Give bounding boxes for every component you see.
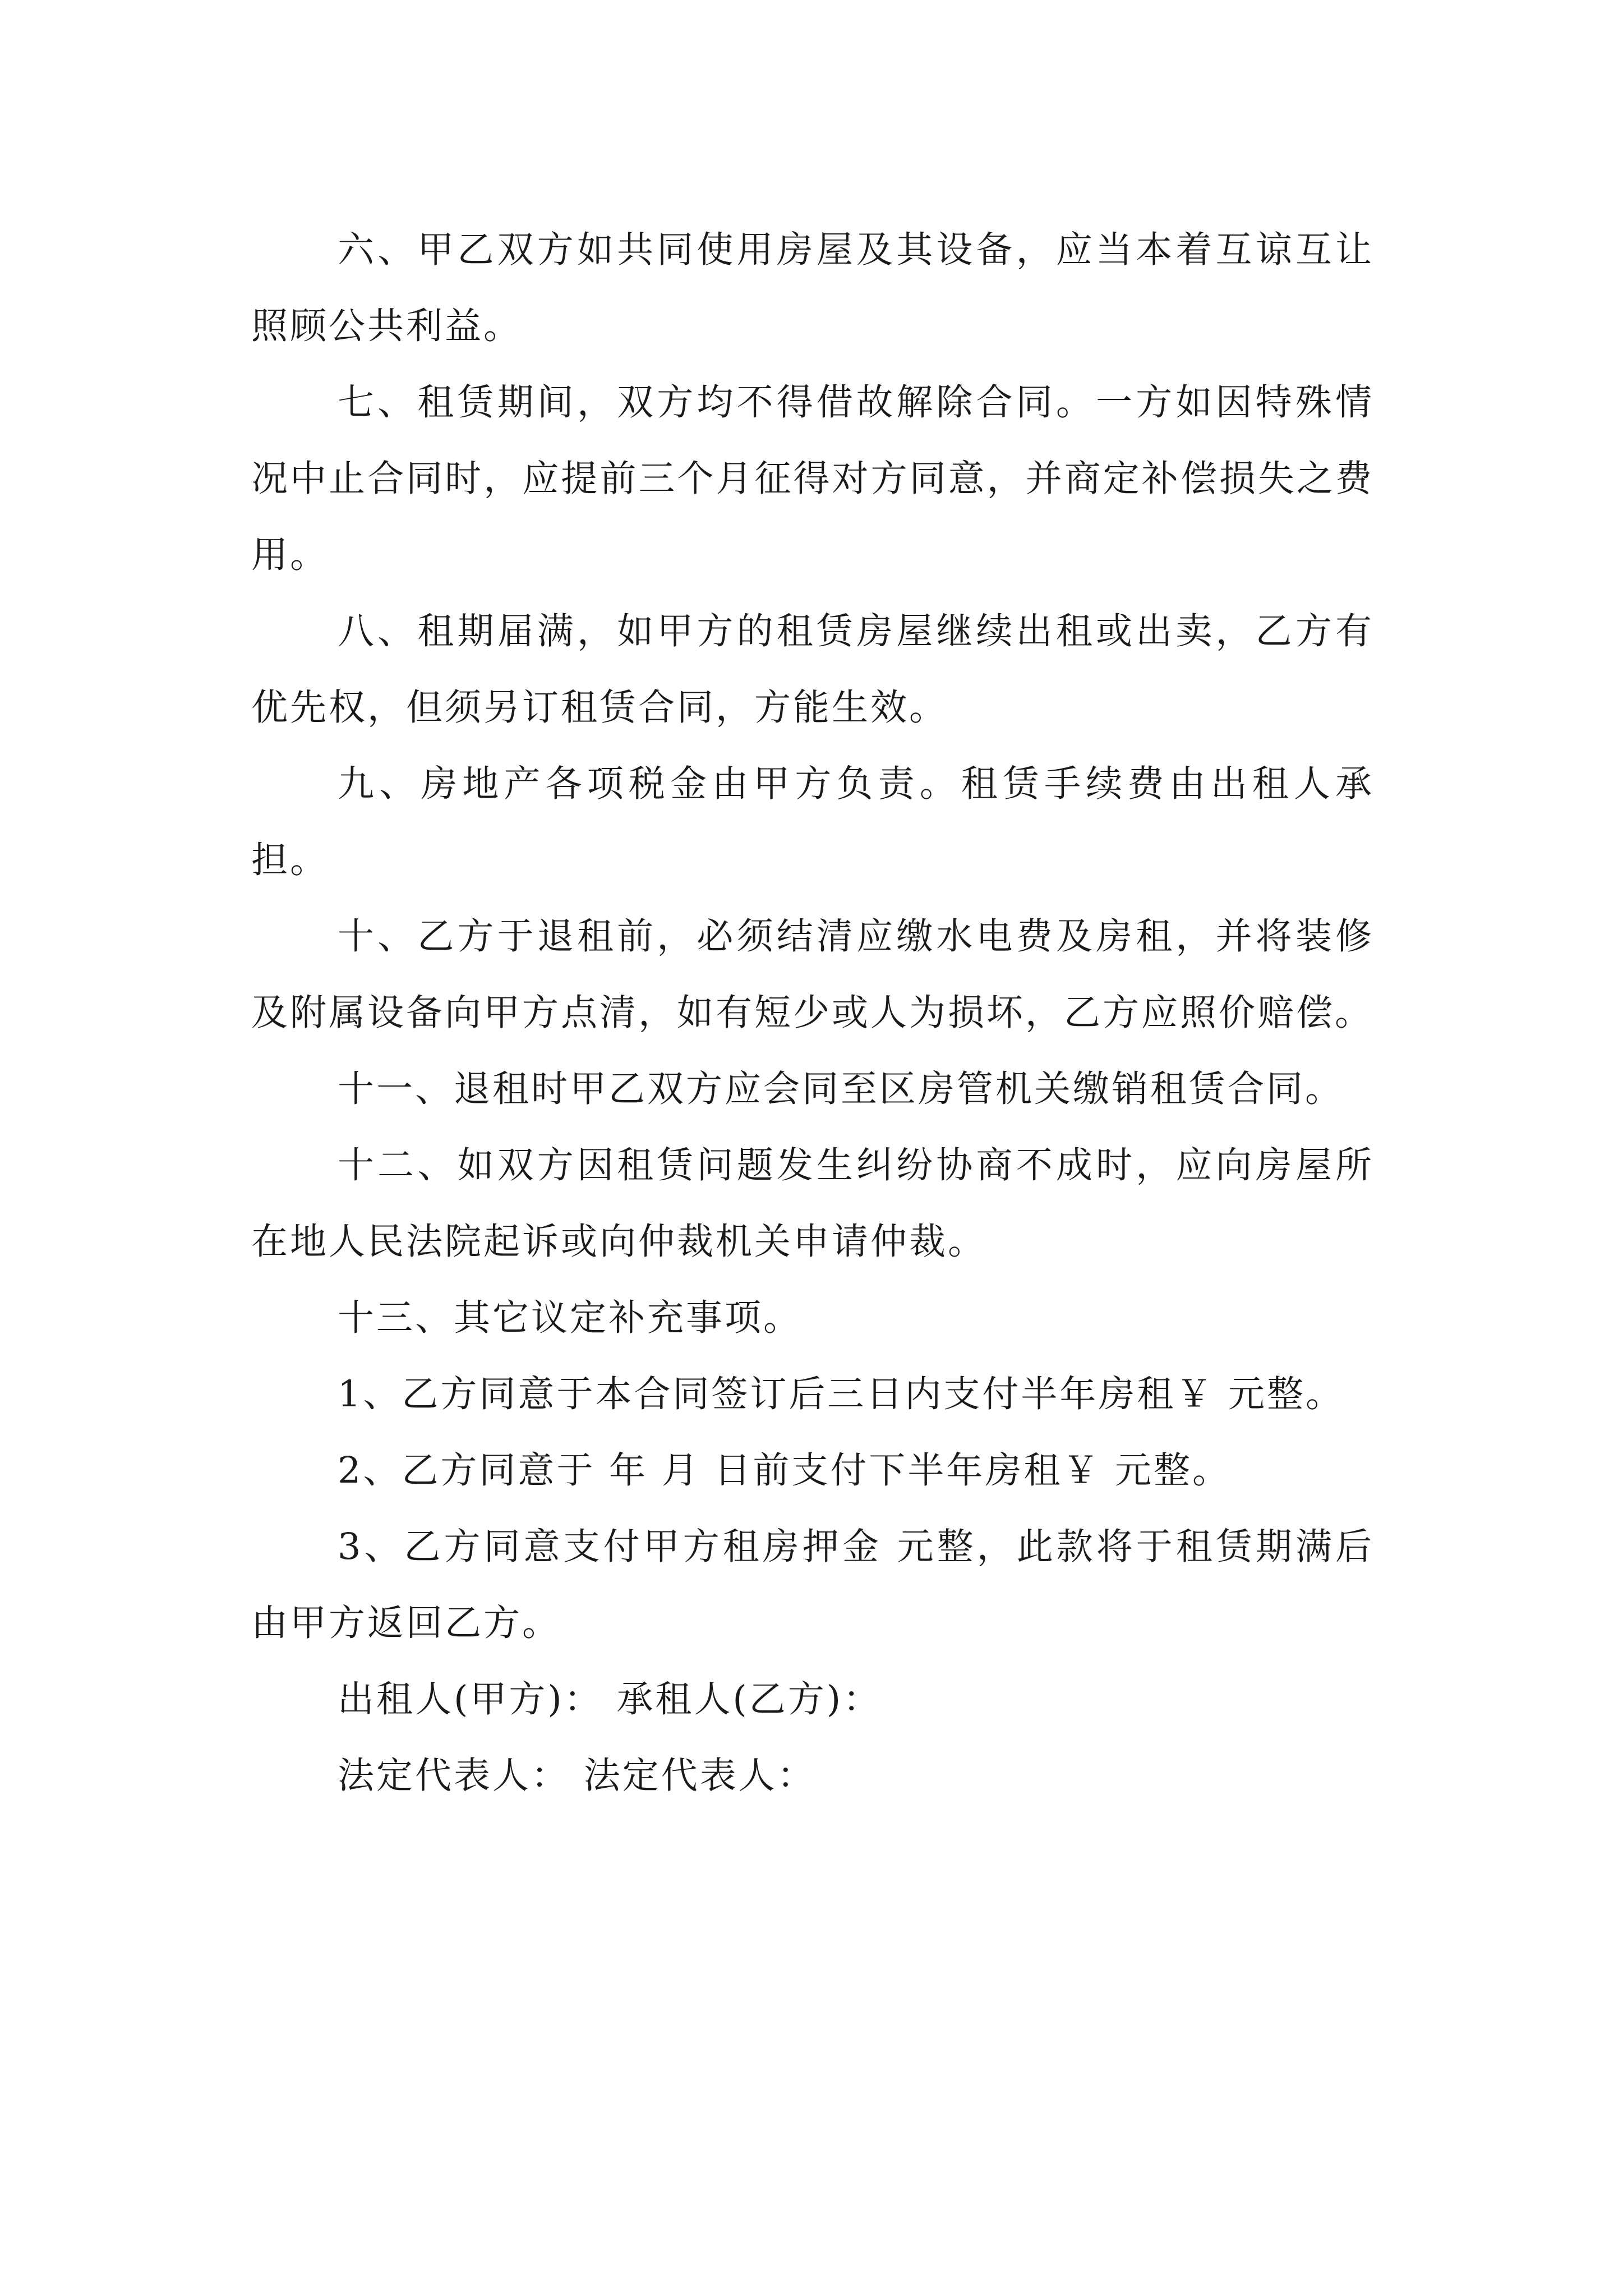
signature-party-line [251,1662,1374,1738]
clause-13: 十三、其它议定补充事项。 [338,1297,803,1339]
clause-11: 十一、退租时甲乙双方应会同至区房管机关缴销租赁合同。 [338,1068,1344,1110]
lessor-representative-label: 法定代表人： [338,1755,570,1797]
contract-body [251,212,1374,1814]
supplement-item-2: 2、乙方同意于 年 月 日前支付下半年房租￥ 元整。 [338,1450,1232,1492]
lessor-label: 出租人(甲方)： [338,1678,603,1720]
clause-9: 九、房地产各项税金由甲方负责。租赁手续费由出租人承担。 [251,763,1374,881]
lessee-representative-label: 法定代表人： [583,1755,816,1797]
clause-7: 七、租赁期间，双方均不得借故解除合同。一方如因特殊情况中止合同时，应提前三个月征得对方同意，并商定补偿损失之费用。 [251,381,1374,576]
supplement-item-3: 3、乙方同意支付甲方租房押金 元整，此款将于租赁期满后由甲方返回乙方。 [251,1526,1374,1644]
clause-10: 十、乙方于退租前，必须结清应缴水电费及房租，并将装修及附属设备向甲方点清，如有短少或人为损坏，乙方应照价赔偿。 [251,915,1374,1034]
clause-12: 十二、如双方因租赁问题发生纠纷协商不成时，应向房屋所在地人民法院起诉或向仲裁机关申请仲裁。 [251,1144,1374,1263]
clause-8: 八、租期届满，如甲方的租赁房屋继续出租或出卖，乙方有优先权，但须另订租赁合同，方能生效。 [251,610,1374,729]
supplement-item-1: 1、乙方同意于本合同签订后三日内支付半年房租￥ 元整。 [338,1373,1345,1415]
signature-representative-line [251,1738,1374,1814]
clause-6: 六、甲乙双方如共同使用房屋及其设备，应当本着互谅互让照顾公共利益。 [251,229,1374,347]
lessee-label: 承租人(乙方)： [616,1678,882,1720]
